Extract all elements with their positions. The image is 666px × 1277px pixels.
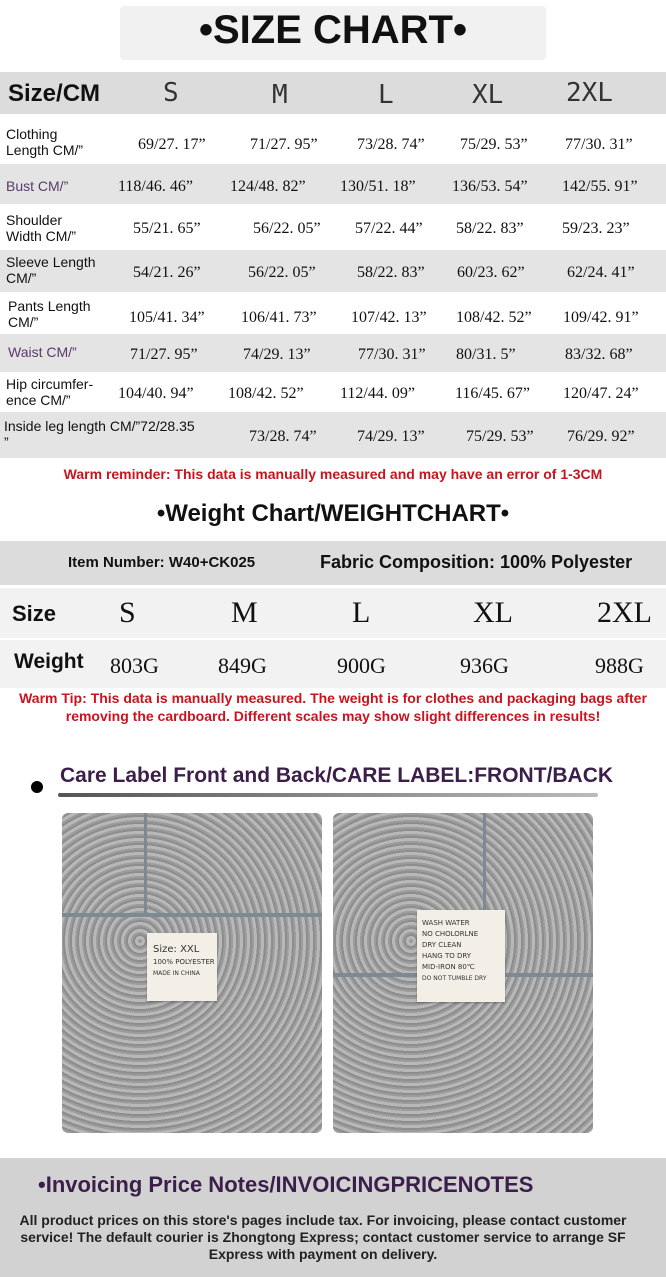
table-row <box>0 116 666 162</box>
size-chart-title: •SIZE CHART• <box>198 8 467 52</box>
care-title-underline <box>58 793 598 797</box>
weight-warm-tip: Warm Tip: This data is manually measured. The weight is for clothes and packaging bags after removing the cardboard. Different scales may show slight differences in results! <box>19 690 647 724</box>
table-cell: 83/32. 68” <box>565 346 633 363</box>
item-info-bar <box>0 541 666 585</box>
table-cell: 54/21. 26” <box>133 264 201 281</box>
size-header-2xl: 2XL <box>566 78 613 108</box>
weight-chart-title: •Weight Chart/WEIGHTCHART• <box>156 500 510 527</box>
weight-value-xl: 936G <box>460 653 509 678</box>
item-number: Item Number: W40+CK025 <box>68 554 256 571</box>
table-cell: 80/31. 5” <box>456 346 516 363</box>
table-row <box>0 250 666 292</box>
row-label: Hip circumfer- ence CM/” <box>6 376 94 408</box>
care-label-front-photo <box>62 813 322 1133</box>
size-header-row <box>0 72 666 114</box>
table-cell: 75/29. 53” <box>466 428 534 445</box>
back-care-tag: WASH WATER NO CHOLORLNE DRY CLEAN HANG TO DRY MID-IRON 80℃ DO NOT TUMBLE DRY <box>417 910 505 1002</box>
table-cell: 69/27. 17” <box>138 136 206 153</box>
table-cell: 108/42. 52” <box>228 385 304 402</box>
weight-value-s: 803G <box>110 653 159 678</box>
table-row <box>0 412 666 458</box>
bullet-icon <box>31 781 43 793</box>
size-header-xl: XL <box>472 80 504 110</box>
table-row <box>0 334 666 372</box>
table-row <box>0 372 666 412</box>
care-label-title: Care Label Front and Back/CARE LABEL:FRONT/BACK <box>60 764 614 787</box>
fabric-seam <box>62 913 322 917</box>
row-label: Waist CM/” <box>8 344 77 360</box>
table-cell: 109/42. 91” <box>563 309 639 326</box>
weight-value-row <box>0 640 666 688</box>
fabric-composition: Fabric Composition: 100% Polyester <box>320 552 633 572</box>
table-cell: 73/28. 74” <box>357 136 425 153</box>
invoice-body: All product prices on this store's pages include tax. For invoicing, please contact customer service! The default courier is Zhongtong Express; contact customer service to arrange SF Express with payment on delivery. <box>19 1212 627 1262</box>
table-cell: 112/44. 09” <box>340 385 415 402</box>
weight-size-l: L <box>352 596 371 629</box>
row-label: Bust CM/” <box>6 178 69 194</box>
table-cell: 77/30. 31” <box>358 346 426 363</box>
table-row <box>0 164 666 204</box>
weight-size-row <box>0 588 666 638</box>
weight-size-m: M <box>231 596 258 629</box>
weight-label: Weight <box>14 650 84 673</box>
table-cell: 104/40. 94” <box>118 385 194 402</box>
table-cell: 116/45. 67” <box>455 385 530 402</box>
fabric-seam <box>144 813 147 913</box>
invoice-notes-section <box>0 1158 666 1277</box>
row-label: Pants Length CM/” <box>8 298 91 330</box>
row-label: Shoulder Width CM/” <box>6 212 76 244</box>
table-cell: 74/29. 13” <box>243 346 311 363</box>
table-cell: 55/21. 65” <box>133 220 201 237</box>
size-header-m: M <box>272 80 288 110</box>
care-label-back-photo <box>333 813 593 1133</box>
table-cell: 56/22. 05” <box>248 264 316 281</box>
table-cell: 106/41. 73” <box>241 309 317 326</box>
table-cell: 73/28. 74” <box>249 428 317 445</box>
table-cell: 120/47. 24” <box>563 385 639 402</box>
table-cell: 124/48. 82” <box>230 178 306 195</box>
row-label: Inside leg length CM/”72/28.35 ” <box>4 418 195 450</box>
table-cell: 76/29. 92” <box>567 428 635 445</box>
weight-value-2xl: 988G <box>595 653 644 678</box>
table-cell: 118/46. 46” <box>118 178 193 195</box>
table-cell: 71/27. 95” <box>250 136 318 153</box>
table-cell: 136/53. 54” <box>452 178 528 195</box>
table-row <box>0 294 666 334</box>
table-cell: 74/29. 13” <box>357 428 425 445</box>
table-cell: 58/22. 83” <box>357 264 425 281</box>
weight-value-m: 849G <box>218 653 267 678</box>
front-care-tag: Size: XXL 100% POLYESTER MADE IN CHINA <box>147 933 217 1001</box>
table-cell: 62/24. 41” <box>567 264 635 281</box>
size-header-label: Size/CM <box>8 80 101 107</box>
row-label: Clothing Length CM/” <box>6 126 84 158</box>
measurement-reminder: Warm reminder: This data is manually measured and may have an error of 1-3CM <box>63 466 603 482</box>
table-cell: 71/27. 95” <box>130 346 198 363</box>
table-cell: 77/30. 31” <box>565 136 633 153</box>
table-cell: 107/42. 13” <box>351 309 427 326</box>
size-header-s: S <box>163 78 179 108</box>
table-cell: 75/29. 53” <box>460 136 528 153</box>
size-header-l: L <box>378 80 394 110</box>
table-cell: 142/55. 91” <box>562 178 638 195</box>
weight-size-s: S <box>119 596 136 629</box>
weight-size-xl: XL <box>473 596 513 629</box>
table-cell: 58/22. 83” <box>456 220 524 237</box>
table-cell: 59/23. 23” <box>562 220 630 237</box>
table-cell: 105/41. 34” <box>129 309 205 326</box>
table-cell: 56/22. 05” <box>253 220 321 237</box>
table-cell: 60/23. 62” <box>457 264 525 281</box>
table-cell: 108/42. 52” <box>456 309 532 326</box>
table-cell: 130/51. 18” <box>340 178 416 195</box>
weight-size-label: Size <box>12 601 57 626</box>
weight-size-2xl: 2XL <box>597 596 652 629</box>
table-cell: 57/22. 44” <box>355 220 423 237</box>
table-row <box>0 206 666 248</box>
invoice-title: •Invoicing Price Notes/INVOICINGPRICENOTES <box>38 1172 534 1197</box>
row-label: Sleeve Length CM/” <box>6 254 96 286</box>
weight-value-l: 900G <box>337 653 386 678</box>
